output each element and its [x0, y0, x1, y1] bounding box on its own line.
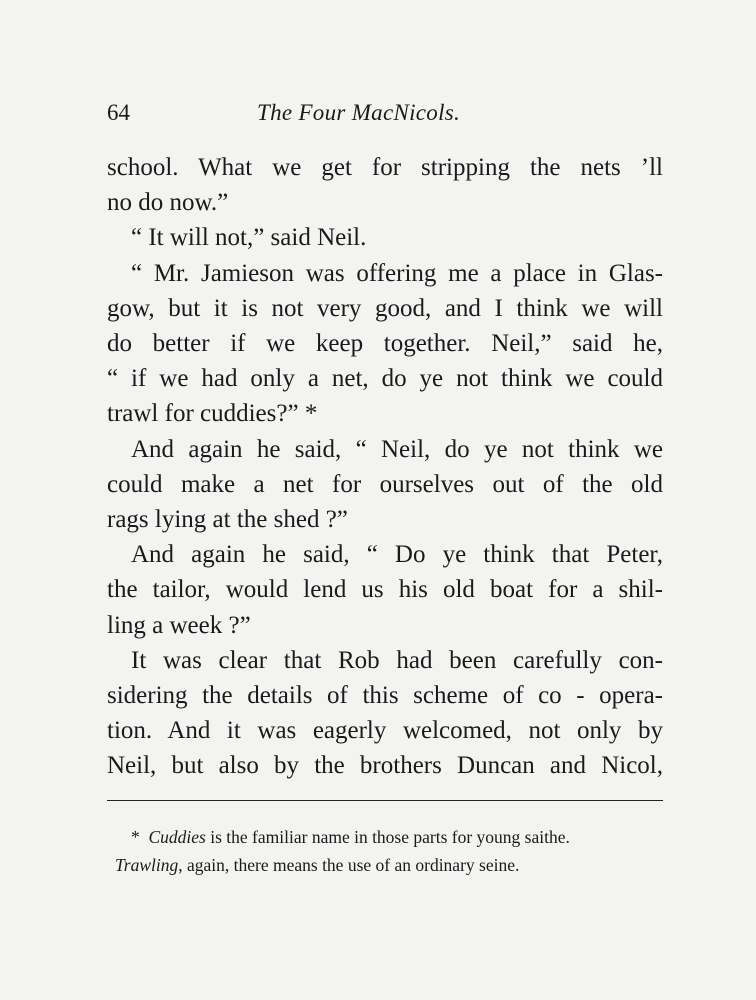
page-number: 64: [107, 100, 130, 125]
text-line: “ if we had only a net, do ye not think we could: [107, 365, 663, 393]
footnote-text: is the familiar name in those parts for young saithe.: [205, 827, 570, 847]
text-line: could make a net for ourselves out of the old: [107, 470, 663, 498]
text-line: the tailor, would lend us his old boat for a shil-: [107, 576, 663, 604]
footnote-term: Trawling: [115, 855, 179, 875]
footnote-term: Cuddies: [148, 827, 206, 847]
footnote: [107, 823, 663, 879]
text-line: trawl for cuddies?” *: [107, 400, 318, 428]
footnote-marker: *: [131, 827, 140, 847]
text-line: And again he said, “ Neil, do ye not think we: [131, 435, 663, 463]
text-line: And again he said, “ Do ye think that Peter,: [131, 541, 663, 569]
text-line: ling a week ?”: [107, 611, 251, 639]
text-line: do better if we keep together. Neil,” said he,: [107, 330, 663, 358]
text-line: school. What we get for stripping the nets ’ll: [107, 154, 663, 181]
text-line: tion. And it was eagerly welcomed, not only by: [107, 717, 663, 745]
footnote-text: , again, there means the use of an ordinary seine.: [178, 855, 520, 875]
footnote-line: [107, 823, 663, 851]
text-line: no do now.”: [107, 189, 229, 217]
text-line: It was clear that Rob had been carefully con-: [131, 646, 663, 674]
footnote-divider: [107, 800, 663, 801]
text-line: “ Mr. Jamieson was offering me a place in Glas-: [131, 259, 663, 287]
text-line: sidering the details of this scheme of co - opera-: [107, 682, 663, 710]
running-title: The Four MacNicols.: [257, 100, 461, 125]
footnote-line: [107, 851, 663, 879]
text-line: gow, but it is not very good, and I think we will: [107, 294, 663, 322]
text-line: Neil, but also by the brothers Duncan and Nicol,: [107, 752, 663, 780]
body-text: [107, 150, 663, 784]
text-line: “ It will not,” said Neil.: [131, 224, 367, 252]
page-header: [107, 100, 663, 134]
text-line: rags lying at the shed ?”: [107, 506, 348, 534]
